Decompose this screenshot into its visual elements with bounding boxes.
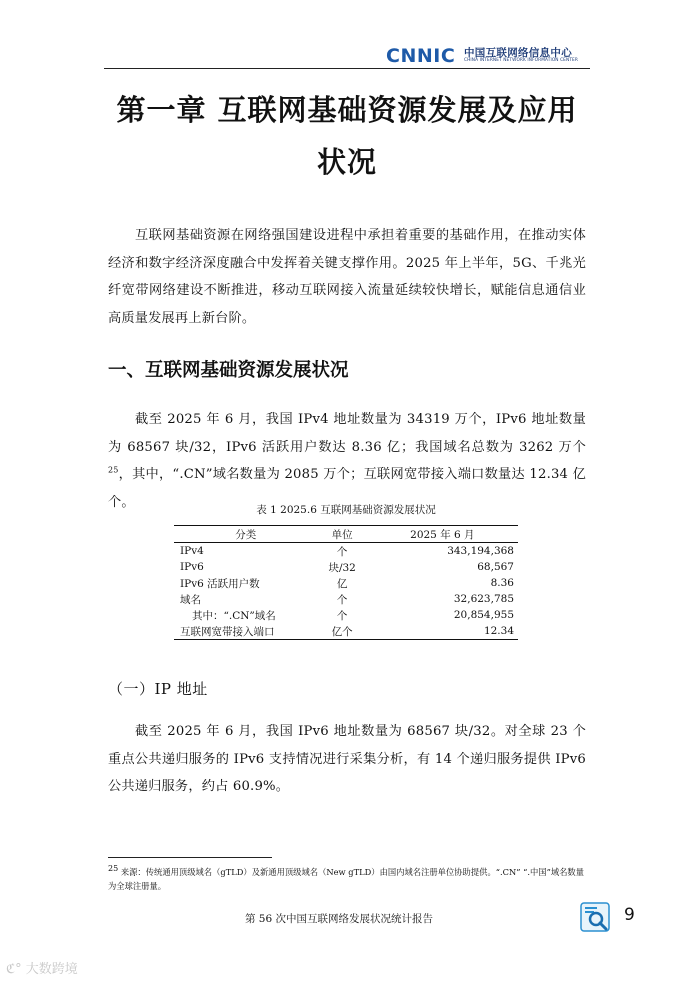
logo-english-name: CHINA INTERNET NETWORK INFORMATION CENTER [464,58,578,63]
table-caption: 表 1 2025.6 互联网基础资源发展状况 [256,504,436,516]
header-divider [104,68,590,69]
subsection-heading: （一）IP 地址 [108,680,208,698]
row-name: IPv6 [180,561,204,573]
page-number: 9 [624,905,635,925]
table-row [174,607,518,623]
row-unit: 个 [336,593,348,606]
watermark-text: 大数跨境 [25,962,78,977]
column-header-value: 2025 年 6 月 [367,526,518,543]
footer-report-title: 第 56 次中国互联网络发展状况统计报告 [244,913,434,925]
chapter-title-line-1: 第一章 互联网基础资源发展及应用 [116,93,578,127]
row-value: 343,194,368 [447,545,514,557]
footnote-reference[interactable]: 25 [108,465,119,475]
section-paragraph-text-b: ，其中，“.CN”域名数量为 2085 万个；互联网宽带接入端口数量达 12.34 亿个。 [108,467,586,510]
chapter-title [100,84,594,188]
footnote-mark: 25 [108,864,119,874]
row-unit: 亿 [336,577,348,590]
footnote-divider [108,857,272,858]
section-heading: 一、互联网基础资源发展状况 [108,360,349,381]
row-unit: 块/32 [328,561,356,574]
row-value: 32,623,785 [453,593,514,605]
section-paragraph-text-a: 截至 2025 年 6 月，我国 IPv4 地址数量为 34319 万个，IPv6 地址数量为 68567 块/32，IPv6 活跃用户数达 8.36 亿；我国域名总数为 3262 万个 [108,412,586,455]
footnote-text: 来源：传统通用顶级域名（gTLD）及新通用顶级域名（New gTLD）由国内域名注册单位协助提供。“.CN” “.中国”域名数量为全球注册量。 [108,867,585,891]
table-row [174,543,518,560]
row-name: 互联网宽带接入端口 [174,623,318,640]
column-header-category: 分类 [174,526,318,543]
row-name: IPv6 活跃用户数 [180,577,260,590]
row-name: 域名 [180,593,201,606]
row-unit: 个 [336,609,348,622]
logo-wordmark: CNNIC [386,45,456,67]
subsection-paragraph: 截至 2025 年 6 月，我国 IPv6 地址数量为 68567 块/32。对全球 23 个重点公共递归服务的 IPv6 支持情况进行采集分析，有 14 个递归服务提供 IPv6 公共递归服务，约占 60.9%。 [108,724,586,794]
row-value: 8.36 [490,577,514,589]
resource-table [174,525,518,640]
chapter-title-line-2: 状况 [316,145,377,179]
footnote [108,865,588,893]
row-value: 12.34 [367,623,518,640]
column-header-unit: 单位 [318,526,367,543]
report-search-icon [580,902,610,932]
table-row [174,623,518,640]
row-unit: 亿个 [318,623,367,640]
cnnic-logo [384,44,584,66]
row-unit: 个 [336,545,348,558]
table-header-row [174,526,518,543]
row-name: IPv4 [180,545,204,557]
row-name: 其中：“.CN”域名 [192,609,276,622]
table-row [174,559,518,575]
table-row [174,591,518,607]
intro-paragraph: 互联网基础资源在网络强国建设进程中承担着重要的基础作用，在推动实体经济和数字经济深度融合中发挥着关键支撑作用。2025 年上半年，5G、千兆光纤宽带网络建设不断推进，移动互联网接入流量延续较快增长，赋能信息通信业高质量发展再上新台阶。 [108,228,586,326]
row-value: 20,854,955 [453,609,514,621]
table-row [174,575,518,591]
row-value: 68,567 [477,561,514,573]
section-paragraph [108,406,586,516]
watermark [6,958,78,977]
watermark-logo-icon: ℭ° [6,962,26,977]
logo-chinese-name: 中国互联网络信息中心 [464,47,572,59]
